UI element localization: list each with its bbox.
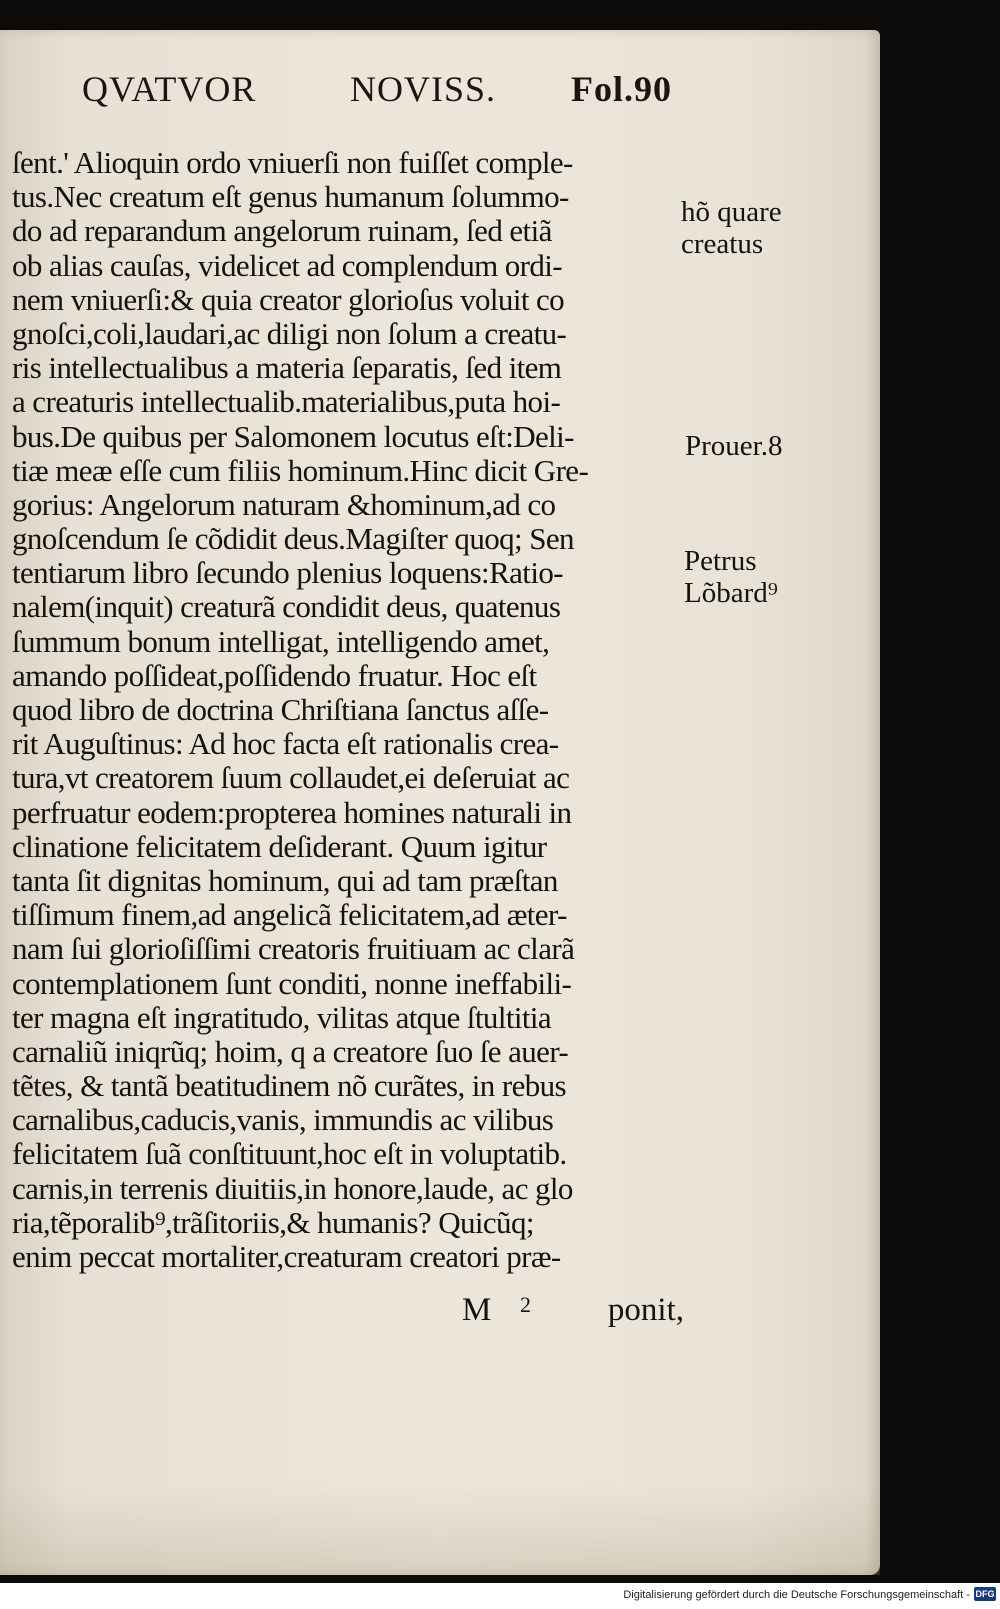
margin-note-prouer: [685, 430, 782, 462]
main-text-block: [12, 146, 674, 1274]
header-title-middle: NOVISS.: [350, 69, 497, 109]
text-line: nalem(inquit) creaturã condidit deus, quatenus: [12, 590, 561, 625]
text-line: amando poſſideat,poſſidendo fruatur. Hoc eſt: [12, 658, 537, 693]
signature-number: 2: [520, 1292, 531, 1317]
text-line: ſent.' Alioquin ordo vniuerſi non fuiſſet comple-: [12, 146, 573, 180]
text-line: tanta ſit dignitas hominum, qui ad tam præſtan: [12, 863, 558, 898]
text-line: tura,vt creatorem ſuum collaudet,ei deſeruiat ac: [12, 761, 570, 796]
text-line: rit Auguſtinus: Ad hoc facta eſt rationalis crea-: [12, 727, 559, 762]
text-line: ter magna eſt ingratitudo, vilitas atque ſtultitia: [12, 1000, 552, 1035]
running-header: [82, 68, 672, 120]
text-line: carnalibus,caducis,vanis, immundis ac vilibus: [12, 1103, 554, 1138]
text-line: ſummum bonum intelligat, intelligendo amet,: [12, 624, 550, 659]
margin-note-line: Prouer.8: [685, 430, 783, 462]
text-line: ria,tẽporalib⁹,trãſitoriis,& humanis? Quicũq;: [12, 1205, 534, 1240]
footer-credit: Digitalisierung gefördert durch die Deutsche Forschungsgemeinschaft -: [623, 1589, 970, 1601]
digitization-footer: [0, 1583, 1000, 1609]
signature-mark: M: [462, 1292, 492, 1328]
text-line: gnoſci,coli,laudari,ac diligi non ſolum a creatu-: [12, 316, 567, 351]
margin-note-line: Lõbard⁹: [684, 577, 778, 609]
margin-note-petrus-lombard: [684, 545, 778, 609]
text-line: a creaturis intellectualib.materialibus,puta hoi-: [12, 385, 561, 420]
text-line: clinatione felicitatem deſiderant. Quum igitur: [12, 829, 547, 864]
text-line: carnaliũ iniqrũq; hoim, q a creatore ſuo ſe auer-: [12, 1034, 569, 1069]
margin-note-ho-quare: [681, 196, 782, 260]
text-line: gnoſcendum ſe cõdidit deus.Magiſter quoq; Sen: [12, 522, 574, 557]
margin-note-line: creatus: [681, 228, 764, 260]
text-line: nam ſui glorioſiſſimi creatoris fruitiuam ac clarã: [12, 932, 575, 967]
text-line: nem vniuerſi:& quia creator glorioſus voluit co: [12, 282, 565, 317]
margin-note-line: Petrus: [684, 545, 757, 577]
signature-line: [462, 1292, 684, 1332]
text-line: gorius: Angelorum naturam &hominum,ad co: [12, 487, 556, 522]
text-line: contemplationem ſunt conditi, nonne ineffabili-: [12, 966, 572, 1001]
catchword: ponit,: [607, 1292, 684, 1328]
text-line: carnis,in terrenis diuitiis,in honore,laude, ac glo: [12, 1171, 573, 1206]
text-line: do ad reparandum angelorum ruinam, ſed etiã: [12, 214, 552, 249]
text-line: perfruatur eodem:propterea homines naturali in: [12, 795, 572, 830]
text-line: tiæ meæ eſſe cum filiis hominum.Hinc dicit Gre-: [12, 453, 589, 488]
text-line: quod libro de doctrina Chriſtiana ſanctus aſſe-: [12, 693, 549, 727]
text-line: tentiarum libro ſecundo plenius loquens:Ratio-: [12, 556, 563, 591]
text-line: tẽtes, & tantã beatitudinem nõ curãtes, in rebus: [12, 1069, 566, 1104]
text-line: tus.Nec creatum eſt genus humanum ſolummo-: [12, 180, 569, 215]
text-line: tiſſimum finem,ad angelicã felicitatem,ad æter-: [12, 898, 567, 933]
margin-note-line: hõ quare: [681, 196, 782, 228]
page-edge-shadow: [0, 1485, 880, 1575]
folio-number: Fol.90: [571, 69, 672, 109]
text-line: felicitatem ſuã conſtituunt,hoc eſt in voluptatib.: [12, 1137, 567, 1172]
dfg-logo: DFG: [975, 1589, 995, 1599]
text-line: ob alias cauſas, videlicet ad complendum ordi-: [12, 248, 563, 283]
header-title-left: QVATVOR: [82, 69, 257, 109]
text-line: enim peccat mortaliter,creaturam creatori præ-: [12, 1240, 561, 1274]
text-line: bus.De quibus per Salomonem locutus eſt:Deli-: [12, 419, 574, 454]
text-line: ris intellectualibus a materia ſeparatis, ſed item: [12, 351, 562, 386]
